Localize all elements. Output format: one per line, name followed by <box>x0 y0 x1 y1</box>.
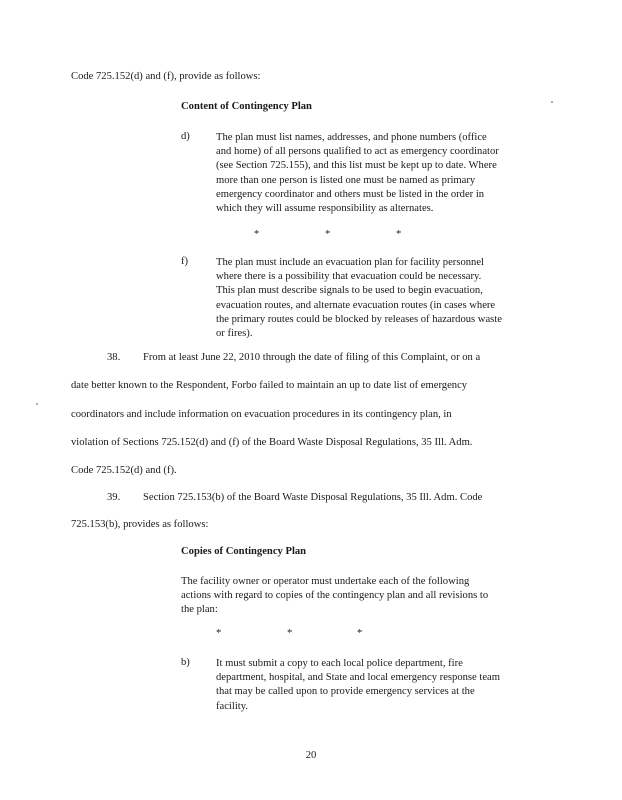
text-line: The plan must list names, addresses, and phone numbers (office <box>216 132 487 143</box>
asterisk: * <box>216 628 222 639</box>
paragraph-39-line: 725.153(b), provides as follows: <box>71 519 209 530</box>
asterisk: * <box>254 229 260 240</box>
text-line: The plan must include an evacuation plan for facility personnel <box>216 257 484 268</box>
ellipsis-stars-1 <box>0 229 622 243</box>
section-heading-content: Content of Contingency Plan <box>181 101 312 112</box>
item-d-text <box>216 131 546 216</box>
asterisk: * <box>396 229 402 240</box>
text-line: actions with regard to copies of the contingency plan and all revisions to <box>181 590 489 602</box>
text-line: or fires). <box>216 328 253 340</box>
text-line: the plan: <box>181 604 218 616</box>
paragraph-38-number: 38. <box>107 352 121 363</box>
paragraph-38-line: date better known to the Respondent, Forbo failed to maintain an up to date list of emergency <box>71 380 468 391</box>
text-line: emergency coordinator and others must be listed in the order in <box>216 188 485 200</box>
intro-line: Code 725.152(d) and (f), provide as follows: <box>71 71 261 82</box>
page-number: 20 <box>305 750 317 761</box>
text-line: the primary routes could be blocked by releases of hazardous waste <box>216 313 502 325</box>
paragraph-38-line: From at least June 22, 2010 through the date of filing of this Complaint, or on a <box>143 352 481 363</box>
paragraph-38-line: coordinators and include information on evacuation procedures in its contingency plan, in <box>71 409 452 420</box>
ellipsis-stars-2 <box>0 628 622 642</box>
asterisk: * <box>325 229 331 240</box>
text-line: This plan must describe signals to be used to begin evacuation, <box>216 285 483 297</box>
copies-intro-text <box>181 575 541 618</box>
text-line: The facility owner or operator must undertake each of the following <box>181 576 470 587</box>
item-f-text <box>216 256 546 341</box>
text-line: more than one person is listed one must be named as primary <box>216 174 476 186</box>
paragraph-38-line: violation of Sections 725.152(d) and (f) of the Board Waste Disposal Regulations, 35 Ill. Adm. <box>71 437 473 448</box>
scan-speck <box>36 403 38 405</box>
asterisk: * <box>287 628 293 639</box>
text-line: which they will assume responsibility as alternates. <box>216 203 434 215</box>
item-b-text <box>216 657 546 714</box>
paragraph-39-line: Section 725.153(b) of the Board Waste Disposal Regulations, 35 Ill. Adm. Code <box>143 492 483 503</box>
text-line: It must submit a copy to each local police department, fire <box>216 658 463 669</box>
item-f-label: f) <box>181 256 189 267</box>
asterisk: * <box>357 628 363 639</box>
text-line: evacuation routes, and alternate evacuation routes (in cases where <box>216 299 496 311</box>
text-line: where there is a possibility that evacuation could be necessary. <box>216 271 482 283</box>
text-line: department, hospital, and State and local emergency response team <box>216 672 500 684</box>
item-d-label: d) <box>181 131 190 142</box>
item-b-label: b) <box>181 657 190 668</box>
text-line: facility. <box>216 700 248 712</box>
text-line: (see Section 725.155), and this list must be kept up to date. Where <box>216 160 497 172</box>
scan-speck <box>551 101 553 103</box>
text-line: that may be called upon to provide emergency services at the <box>216 686 475 698</box>
section-heading-copies: Copies of Contingency Plan <box>181 546 307 557</box>
paragraph-39-number: 39. <box>107 492 121 503</box>
text-line: and home) of all persons qualified to act as emergency coordinator <box>216 146 499 158</box>
paragraph-38-line: Code 725.152(d) and (f). <box>71 465 177 476</box>
